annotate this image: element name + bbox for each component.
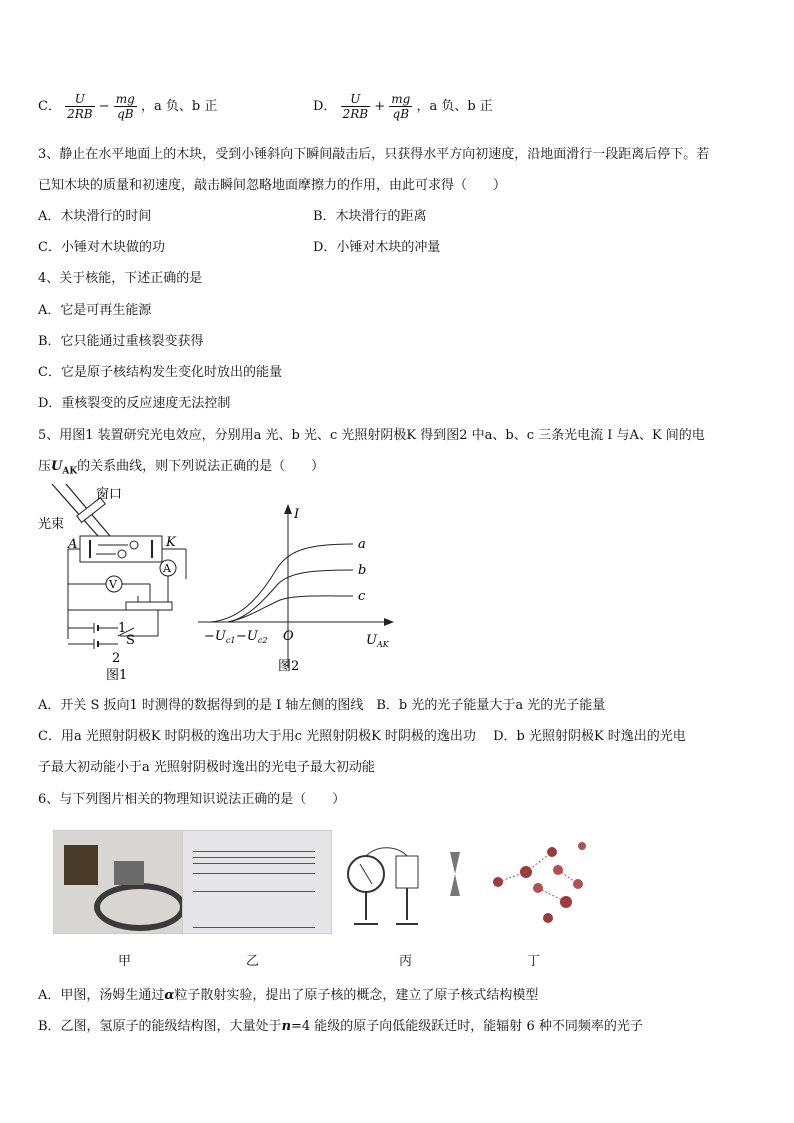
- beam-label: 光束: [38, 517, 65, 532]
- picture-label-bing: 丙: [399, 954, 413, 969]
- switch-pos-1: 1: [118, 621, 127, 636]
- q3-option-b: B．木块滑行的距离: [313, 209, 427, 224]
- uc1-label: $-U_{c1}$: [204, 629, 236, 645]
- picture-label-ding: 丁: [527, 954, 541, 969]
- fraction: $\frac{U}{2RB}$: [67, 92, 93, 121]
- window-label: 窗口: [96, 487, 123, 502]
- picture-label-yi: 乙: [246, 954, 260, 969]
- figure-2-caption: 图2: [278, 659, 300, 674]
- q4-option-a: A．它是可再生能源: [38, 303, 152, 318]
- voltmeter-label: V: [109, 578, 117, 591]
- q3-stem-line1: 3、静止在水平地面上的木块，受到小锤斜向下瞬间敲击后，只获得水平方向初速度，沿地面滑行一段距离后停下。若: [38, 147, 710, 162]
- q4-option-b: B．它只能通过重核裂变获得: [38, 334, 204, 349]
- q3-option-c: C．小锤对木块做的功: [38, 240, 165, 255]
- q5-stem-line2: 压$U_{AK}$的关系曲线，则下列说法正确的是（ ）: [38, 459, 325, 477]
- picture-label-jia: 甲: [118, 954, 132, 969]
- picture-yi: [182, 830, 332, 934]
- curve-a-label: a: [358, 537, 366, 552]
- figure-2-graph: [198, 500, 398, 680]
- q2-option-d: D． $\frac{U}{2RB}$ + $\frac{mg}{qB}$ ，a 负、b 正: [313, 92, 493, 121]
- picture-ding: [478, 832, 593, 932]
- q4-stem: 4、关于核能，下述正确的是: [38, 271, 203, 286]
- q6-stem: 6、与下列图片相关的物理知识说法正确的是（ ）: [38, 792, 346, 807]
- q4-option-d: D．重核裂变的反应速度无法控制: [38, 396, 231, 411]
- switch-label: S: [126, 633, 135, 648]
- figure-1-circuit: [38, 484, 198, 684]
- q5-option-c-d-line1: C．用a 光照射阴极K 时阴极的逸出功大于用c 光照射阴极K 时阴极的逸出功 D．b 光照射阴极K 时逸出的光电: [38, 729, 686, 744]
- curve-c-label: c: [358, 589, 366, 604]
- q6-option-a: A．甲图，汤姆生通过α粒子散射实验，提出了原子核的概念，建立了原子核式结构模型: [38, 988, 539, 1003]
- ammeter-label: A: [163, 562, 171, 575]
- q6-option-b: B．乙图，氢原子的能级结构图，大量处于n=4 能级的原子向低能级跃迁时，能辐射 6 种不同频率的光子: [38, 1019, 643, 1034]
- fraction: $\frac{U}{2RB}$: [342, 92, 369, 121]
- fraction: $\frac{mg}{qB}$: [391, 92, 411, 121]
- axis-u-label: $U_{AK}$: [366, 633, 389, 649]
- q2-option-c: C． $\frac{U}{2RB}$ − $\frac{mg}{qB}$ ，a 负、b 正: [38, 92, 218, 121]
- q5-stem-line1: 5、用图1 装置研究光电效应，分别用a 光、b 光、c 光照射阴极K 得到图2 中a、b、c 三条光电流 I 与A、K 间的电: [38, 428, 705, 443]
- figure-1-caption: 图1: [106, 668, 128, 683]
- fraction: $\frac{mg}{qB}$: [115, 92, 135, 121]
- axis-i-label: I: [294, 507, 300, 522]
- picture-bing: [338, 834, 473, 934]
- uc2-label: $-U_{c2}$: [236, 629, 268, 645]
- q3-option-a: A．木块滑行的时间: [38, 209, 152, 224]
- q5-option-d-line2: 子最大初动能小于a 光照射阴极时逸出的光电子最大初动能: [38, 760, 375, 775]
- curve-b-label: b: [358, 563, 367, 578]
- q3-stem-line2: 已知木块的质量和初速度，敲击瞬间忽略地面摩擦力的作用，由此可求得（ ）: [38, 178, 507, 193]
- q5-option-a-b: A．开关 S 扳向1 时测得的数据得到的是 I 轴左侧的图线 B．b 光的光子能量大于a 光的光子能量: [38, 698, 606, 713]
- switch-pos-2: 2: [112, 651, 121, 666]
- anode-label: A: [68, 537, 78, 552]
- q4-option-c: C．它是原子核结构发生变化时放出的能量: [38, 365, 282, 380]
- origin-label: O: [283, 629, 294, 644]
- cathode-label: K: [166, 535, 176, 550]
- picture-jia: [53, 830, 183, 934]
- q3-option-d: D．小锤对木块的冲量: [313, 240, 441, 255]
